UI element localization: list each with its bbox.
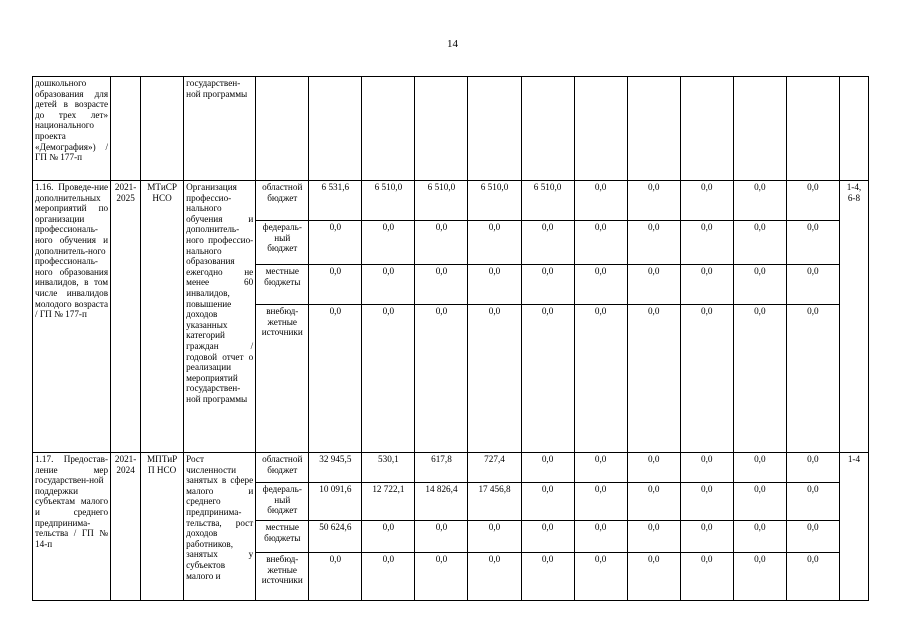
funding-value-cell: 0,0 (574, 521, 627, 553)
funding-source-cell: местные бюджеты (256, 265, 309, 305)
funding-value-cell: 727,4 (468, 453, 521, 483)
funding-value-cell: 0,0 (680, 453, 733, 483)
item-indicators-cell: 1-4 (839, 453, 868, 601)
funding-value-cell: 0,0 (574, 553, 627, 601)
item-years-cell: 2021-2024 (111, 453, 141, 601)
funding-value-cell: 0,0 (309, 305, 362, 453)
funding-value-cell: 12 722,1 (362, 483, 415, 521)
funding-value-cell: 0,0 (415, 221, 468, 265)
funding-value-cell: 0,0 (627, 553, 680, 601)
page-number: 14 (447, 38, 458, 50)
item-executor-cell: МТиСР НСО (141, 181, 184, 453)
empty-cell (521, 77, 574, 181)
funding-value-cell: 0,0 (521, 483, 574, 521)
item-executor-cell: МПТиР П НСО (141, 453, 184, 601)
funding-value-cell: 0,0 (415, 305, 468, 453)
funding-value-cell: 0,0 (680, 181, 733, 221)
funding-source-cell: федераль-ный бюджет (256, 483, 309, 521)
continuation-description-cell: государствен-ной программы (184, 77, 256, 181)
empty-cell (468, 77, 521, 181)
empty-cell (309, 77, 362, 181)
funding-value-cell: 0,0 (468, 265, 521, 305)
funding-value-cell: 6 510,0 (521, 181, 574, 221)
funding-value-cell: 17 456,8 (468, 483, 521, 521)
empty-cell (786, 77, 839, 181)
funding-value-cell: 0,0 (309, 553, 362, 601)
item-name-cell: 1.17. Предостав-ление мер государствен-ной поддержки субъектам малого и среднего предпринима-тельства / ГП № 14-п (33, 453, 111, 601)
funding-value-cell: 0,0 (468, 521, 521, 553)
funding-value-cell: 0,0 (574, 305, 627, 453)
funding-value-cell: 0,0 (627, 483, 680, 521)
item-years-cell: 2021-2025 (111, 181, 141, 453)
funding-value-cell: 14 826,4 (415, 483, 468, 521)
funding-value-cell: 0,0 (627, 305, 680, 453)
funding-source-cell: областной бюджет (256, 181, 309, 221)
funding-value-cell: 0,0 (468, 305, 521, 453)
item-description-cell: Организация профессио-нального обучения и дополнитель-ного профессио-нального образования ежегодно не менее 60 инвалидов, повышение доходов указанных категорий граждан / годовой отчет о реализации мероприятий государствен-ной программы (184, 181, 256, 453)
item-description-cell: Рост численности занятых в сфере малого и среднего предпринима-тельства, рост доходов работников, занятых у субъектов малого и (184, 453, 256, 601)
funding-value-cell: 50 624,6 (309, 521, 362, 553)
funding-value-cell: 0,0 (786, 483, 839, 521)
funding-value-cell: 0,0 (468, 553, 521, 601)
empty-cell (141, 77, 184, 181)
funding-value-cell: 0,0 (574, 265, 627, 305)
funding-value-cell: 0,0 (627, 221, 680, 265)
funding-value-cell: 0,0 (786, 221, 839, 265)
funding-source-cell: федераль-ный бюджет (256, 221, 309, 265)
funding-value-cell: 0,0 (627, 181, 680, 221)
empty-cell (362, 77, 415, 181)
funding-value-cell: 0,0 (680, 521, 733, 553)
item-indicators-cell: 1-4, 6-8 (839, 181, 868, 453)
funding-value-cell: 530,1 (362, 453, 415, 483)
empty-cell (111, 77, 141, 181)
funding-value-cell: 0,0 (574, 181, 627, 221)
funding-value-cell: 0,0 (415, 521, 468, 553)
empty-cell (256, 77, 309, 181)
funding-value-cell: 0,0 (786, 553, 839, 601)
funding-value-cell: 0,0 (521, 453, 574, 483)
funding-value-cell: 617,8 (415, 453, 468, 483)
funding-value-cell: 0,0 (786, 181, 839, 221)
funding-value-cell: 0,0 (362, 265, 415, 305)
funding-value-cell: 32 945,5 (309, 453, 362, 483)
funding-value-cell: 6 531,6 (309, 181, 362, 221)
program-activities-table (32, 76, 869, 601)
funding-row (33, 453, 869, 483)
funding-value-cell: 0,0 (627, 453, 680, 483)
funding-value-cell: 0,0 (627, 265, 680, 305)
funding-value-cell: 0,0 (574, 453, 627, 483)
funding-value-cell: 0,0 (521, 221, 574, 265)
empty-cell (574, 77, 627, 181)
funding-value-cell: 0,0 (680, 221, 733, 265)
funding-source-cell: областной бюджет (256, 453, 309, 483)
empty-cell (415, 77, 468, 181)
funding-row (33, 181, 869, 221)
funding-value-cell: 6 510,0 (468, 181, 521, 221)
funding-value-cell: 0,0 (733, 553, 786, 601)
funding-value-cell: 0,0 (521, 521, 574, 553)
funding-value-cell: 0,0 (362, 521, 415, 553)
funding-source-cell: внебюд-жетные источники (256, 305, 309, 453)
funding-value-cell: 0,0 (733, 483, 786, 521)
funding-value-cell: 0,0 (309, 265, 362, 305)
funding-value-cell: 0,0 (574, 221, 627, 265)
funding-value-cell: 0,0 (574, 483, 627, 521)
funding-value-cell: 0,0 (733, 265, 786, 305)
funding-value-cell: 0,0 (521, 265, 574, 305)
funding-value-cell: 0,0 (786, 305, 839, 453)
empty-cell (839, 77, 868, 181)
funding-value-cell: 0,0 (362, 305, 415, 453)
funding-value-cell: 0,0 (680, 305, 733, 453)
empty-cell (627, 77, 680, 181)
funding-value-cell: 0,0 (521, 553, 574, 601)
funding-value-cell: 0,0 (786, 521, 839, 553)
funding-value-cell: 0,0 (733, 453, 786, 483)
funding-value-cell: 6 510,0 (415, 181, 468, 221)
funding-value-cell: 0,0 (627, 521, 680, 553)
item-name-cell: 1.16. Проведе-ние дополнительных мероприятий по организации профессиональ-ного обучения и дополнитель-ного профессиональ-ного образования инвалидов, в том числе инвалидов молодого возраста / ГП № 177-п (33, 181, 111, 453)
funding-value-cell: 0,0 (362, 221, 415, 265)
funding-value-cell: 0,0 (733, 305, 786, 453)
empty-cell (680, 77, 733, 181)
funding-source-cell: местные бюджеты (256, 521, 309, 553)
funding-value-cell: 0,0 (521, 305, 574, 453)
funding-value-cell: 0,0 (733, 521, 786, 553)
funding-value-cell: 0,0 (468, 221, 521, 265)
funding-value-cell: 0,0 (733, 181, 786, 221)
funding-value-cell: 0,0 (415, 553, 468, 601)
funding-value-cell: 0,0 (362, 553, 415, 601)
continuation-name-cell: дошкольного образования для детей в возрасте до трех лет» национального проекта «Демография») / ГП № 177-п (33, 77, 111, 181)
funding-value-cell: 10 091,6 (309, 483, 362, 521)
funding-value-cell: 6 510,0 (362, 181, 415, 221)
funding-value-cell: 0,0 (733, 221, 786, 265)
funding-value-cell: 0,0 (786, 265, 839, 305)
empty-cell (733, 77, 786, 181)
funding-value-cell: 0,0 (786, 453, 839, 483)
funding-value-cell: 0,0 (680, 553, 733, 601)
funding-value-cell: 0,0 (680, 265, 733, 305)
funding-source-cell: внебюд-жетные источники (256, 553, 309, 601)
funding-value-cell: 0,0 (415, 265, 468, 305)
funding-value-cell: 0,0 (309, 221, 362, 265)
funding-value-cell: 0,0 (680, 483, 733, 521)
continuation-row (33, 77, 869, 181)
